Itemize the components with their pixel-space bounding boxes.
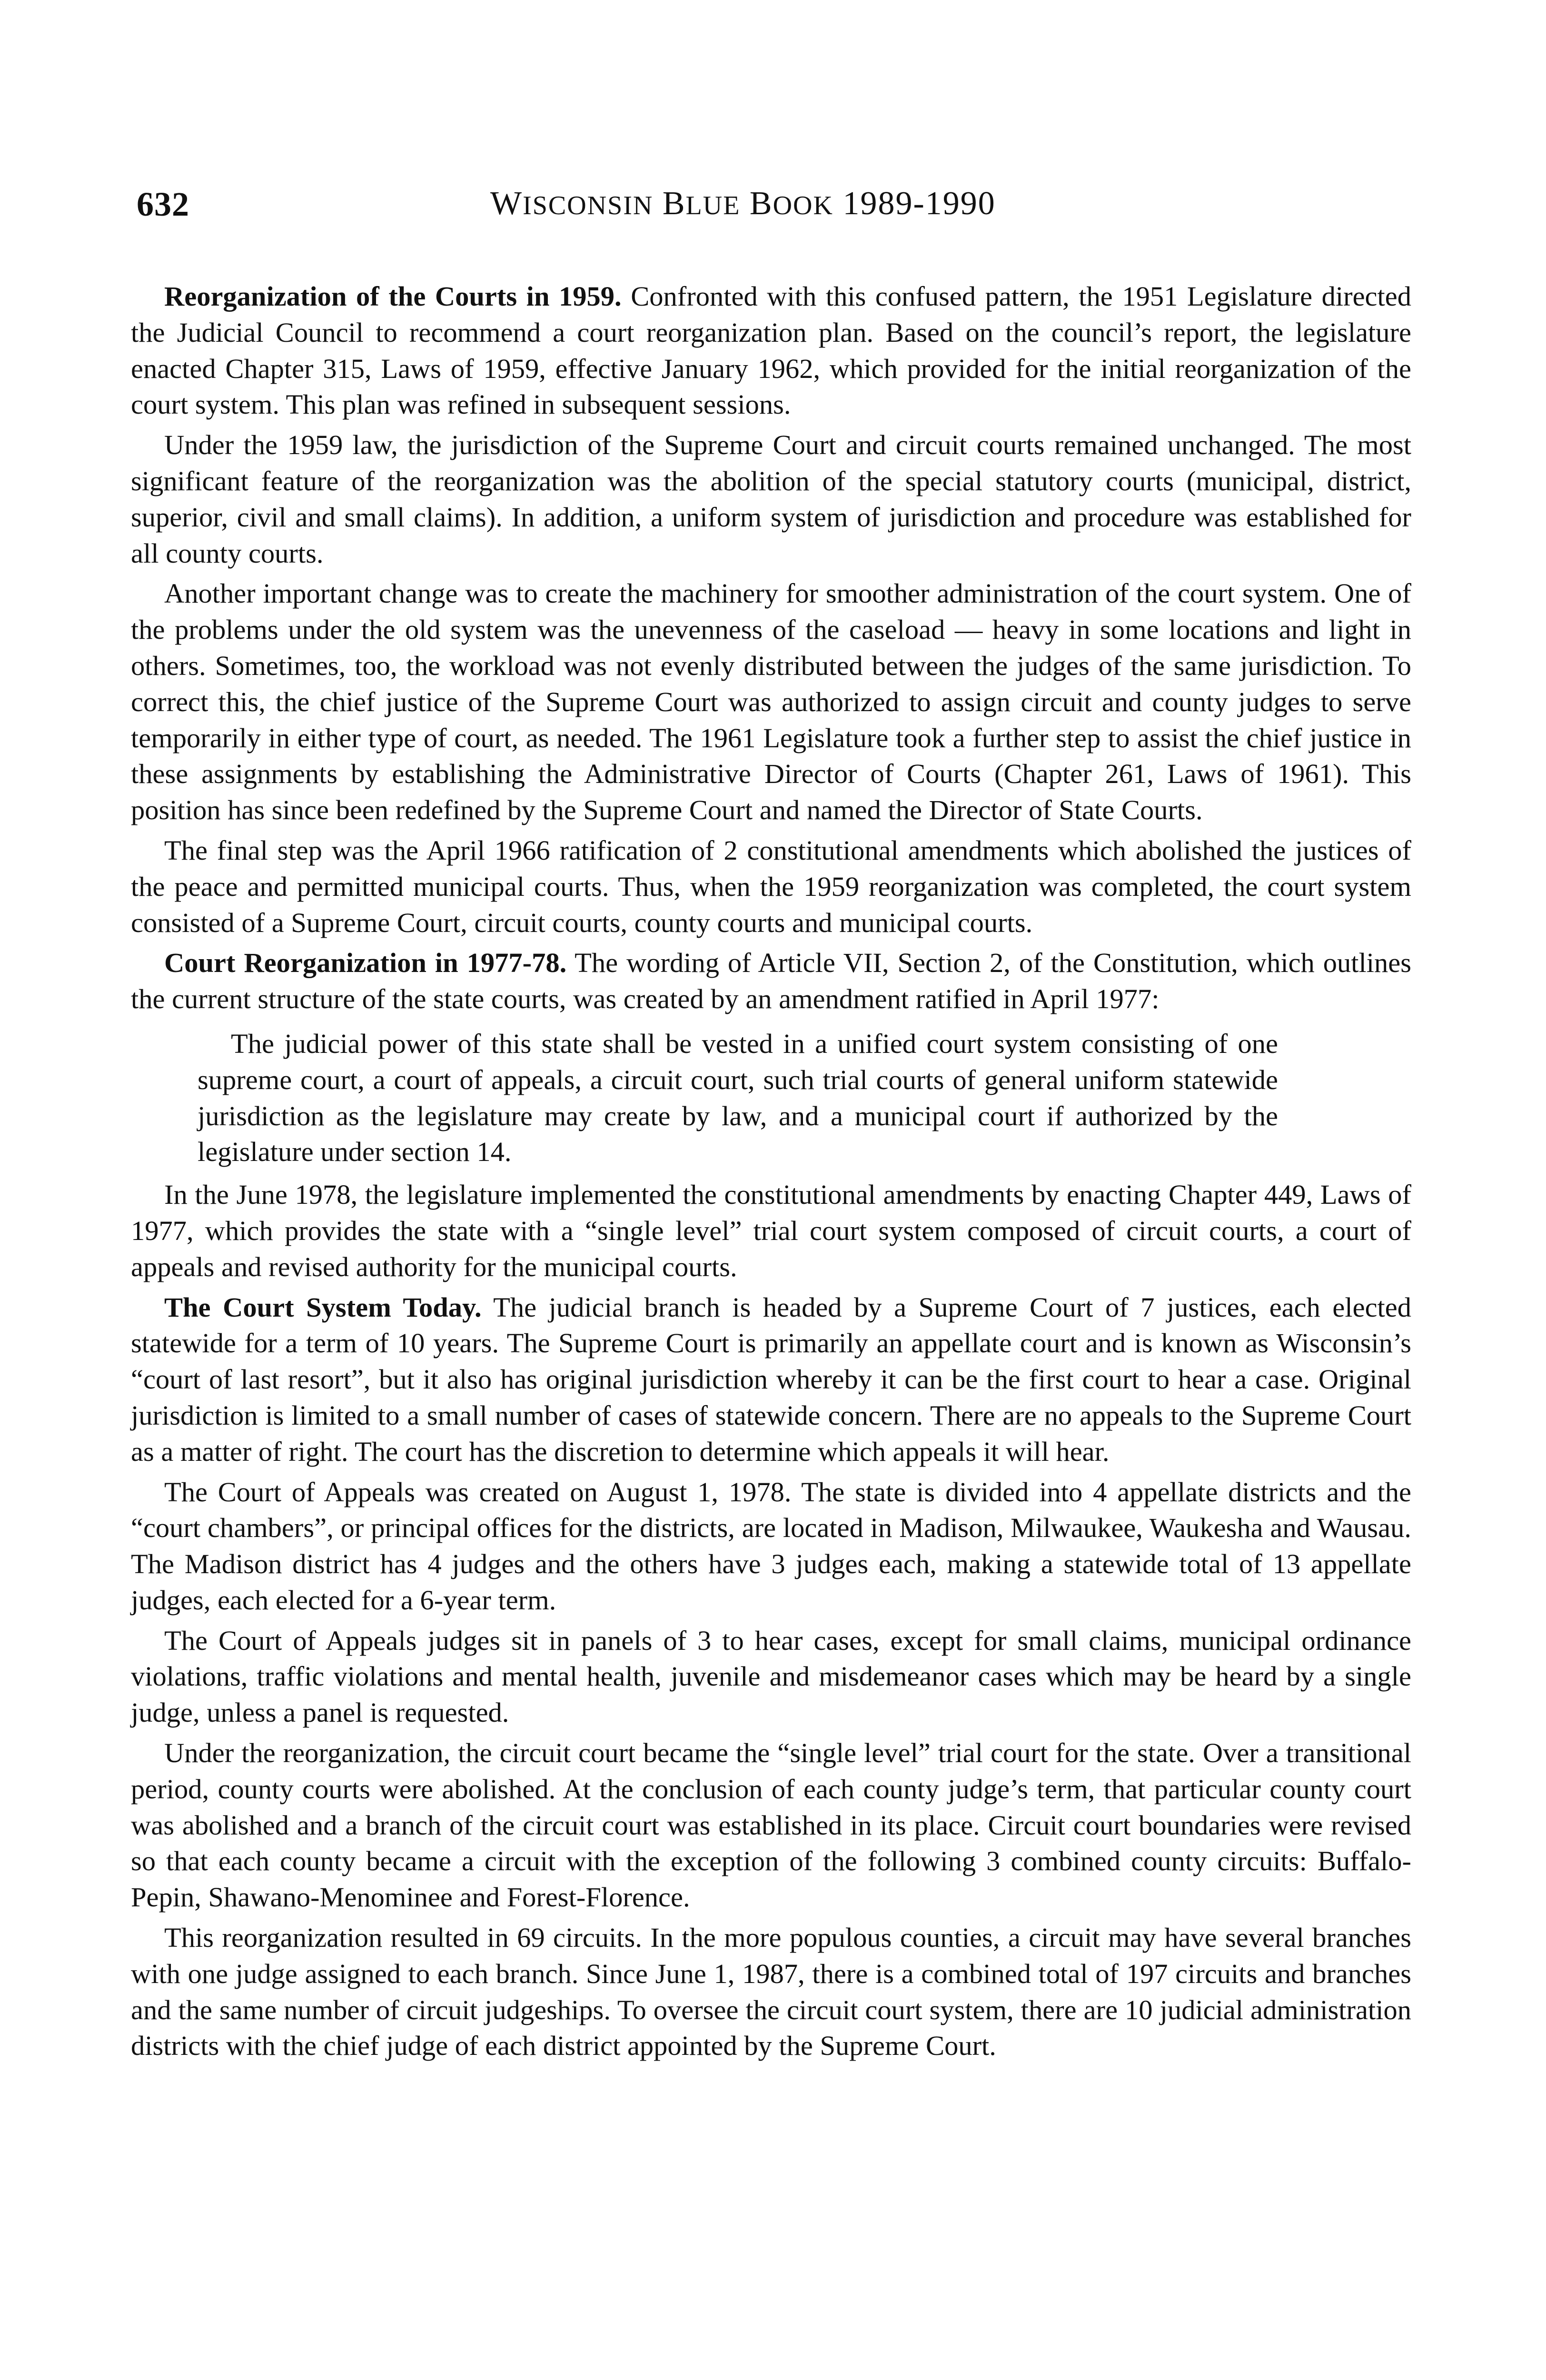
paragraph-text: The judicial branch is headed by a Supreme Court of 7 justices, each elected statewide for a term of 10 years. The Supreme Court is primarily an appellate court and is known as Wisconsin’s “court of last resort”, but it also has original jurisdiction whereby it can be the first court to hear a case. Original jurisdiction is limited to a small number of cases of statewide concern. There are no appeals to the Supreme Court as a matter of right. The court has the discretion to determine which appeals it will hear. — [131, 1291, 1412, 1467]
section-heading: Reorganization of the Courts in 1959. — [164, 281, 622, 312]
paragraph — [131, 575, 1411, 828]
paragraph — [131, 833, 1411, 941]
paragraph — [131, 1474, 1411, 1618]
section-heading: The Court System Today. — [164, 1291, 482, 1323]
paragraph-text: Confronted with this confused pattern, the 1951 Legislature directed the Judicial Council to recommend a court reorganization plan. Based on the council’s report, the legislature enacted Chapter 315, Laws of 1959, effective January 1962, which provided for the initial reorganization of the court system. This plan was refined in subsequent sessions. — [131, 281, 1411, 420]
body-text — [131, 278, 1411, 2068]
paragraph — [131, 1920, 1411, 2064]
running-head-isconsin: ISCONSIN — [523, 191, 654, 220]
running-head-ook: OOK — [773, 191, 833, 220]
paragraph-text: The Court of Appeals judges sit in panels of 3 to hear cases, except for small claims, municipal ordinance violations, traffic violations and mental health, juvenile and misdemeanor cases which may be heard by a single judge, unless a panel is requested. — [131, 1625, 1411, 1728]
running-head-w: W — [490, 185, 523, 222]
running-head — [490, 185, 996, 223]
running-head-b: B — [662, 185, 686, 222]
page-number: 632 — [137, 185, 189, 223]
constitution-quote — [198, 1026, 1278, 1170]
paragraph-text: This reorganization resulted in 69 circuits. In the more populous counties, a circuit may have several branches with one judge assigned to each branch. Since June 1, 1987, there is a combined total of 197 circuits and branches and the same number of circuit judgeships. To oversee the circuit court system, there are 10 judicial administration districts with the chief judge of each district appointed by the Supreme Court. — [131, 1922, 1411, 2062]
paragraph-court-system-today — [131, 1289, 1411, 1470]
running-head-years: 1989-1990 — [842, 185, 996, 222]
paragraph-reorganization-1959 — [131, 278, 1411, 423]
running-head-b2: B — [749, 185, 773, 222]
paragraph-text: In the June 1978, the legislature implemented the constitutional amendments by enacting Chapter 449, Laws of 1977, which provides the state with a “single level” trial court system composed of circuit courts, a court of appeals and revised authority for the municipal courts. — [131, 1179, 1411, 1282]
paragraph — [131, 1177, 1411, 1285]
running-head-lue: LUE — [685, 191, 741, 220]
quote-text: The judicial power of this state shall be vested in a unified court system consisting of one supreme court, a court of appeals, a circuit court, such trial courts of general uniform statewide jurisdiction as the legislature may create by law, and a municipal court if authorized by the legislature under section 14. — [198, 1028, 1278, 1168]
paragraph — [131, 427, 1411, 571]
paragraph-text: The Court of Appeals was created on August 1, 1978. The state is divided into 4 appellate districts and the “court chambers”, or principal offices for the districts, are located in Madison, Milwaukee, Waukesha and Wausau. The Madison district has 4 judges and the others have 3 judges each, making a statewide total of 13 appellate judges, each elected for a 6-year term. — [131, 1476, 1411, 1616]
section-heading: Court Reorganization in 1977-78. — [164, 947, 567, 979]
paragraph-text: Under the 1959 law, the jurisdiction of the Supreme Court and circuit courts remained unchanged. The most significant feature of the reorganization was the abolition of the special statutory courts (municipal, district, superior, civil and small claims). In addition, a uniform system of jurisdiction and procedure was established for all county courts. — [131, 429, 1411, 569]
paragraph-text: The final step was the April 1966 ratification of 2 constitutional amendments which abolished the justices of the peace and permitted municipal courts. Thus, when the 1959 reorganization was completed, the court system consisted of a Supreme Court, circuit courts, county courts and municipal courts. — [131, 834, 1411, 938]
paragraph-text: Another important change was to create the machinery for smoother administration of the court system. One of the problems under the old system was the unevenness of the caseload — heavy in some locations and light in others. Sometimes, too, the workload was not evenly distributed between the judges of the same jurisdiction. To correct this, the chief justice of the Supreme Court was authorized to assign circuit and county judges to serve temporarily in either type of court, as needed. The 1961 Legislature took a further step to assist the chief justice in these assignments by establishing the Administrative Director of Courts (Chapter 261, Laws of 1961). This position has since been redefined by the Supreme Court and named the Director of State Courts. — [131, 578, 1411, 826]
paragraph-text: Under the reorganization, the circuit court became the “single level” trial court for the state. Over a transitional period, county courts were abolished. At the conclusion of each county judge’s term, that particular county court was abolished and a branch of the circuit court was established in its place. Circuit court boundaries were revised so that each county became a circuit with the exception of the following 3 combined county circuits: Buffalo-Pepin, Shawano-Menominee and Forest-Florence. — [131, 1737, 1411, 1913]
paragraph — [131, 1735, 1411, 1915]
paragraph-text: The wording of Article VII, Section 2, of the Constitution, which outlines the current structure of the state courts, was created by an amendment ratified in April 1977: — [131, 947, 1412, 1015]
paragraph — [131, 1623, 1411, 1731]
paragraph-reorganization-1977 — [131, 945, 1411, 1017]
